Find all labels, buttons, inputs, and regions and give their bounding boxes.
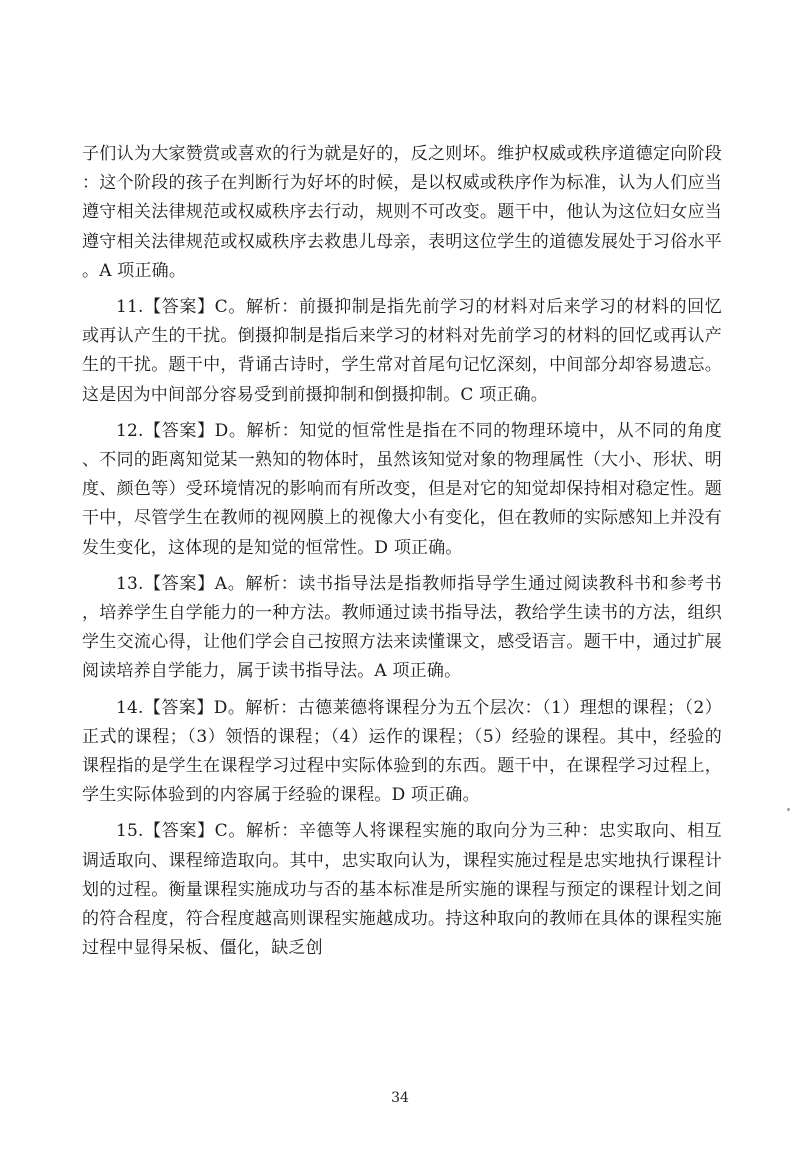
scan-speck: [787, 808, 790, 811]
answer-15: 15.【答案】C。解析：辛德等人将课程实施的取向分为三种：忠实取向、相互调适取向、课程缔造取向。其中，忠实取向认为，课程实施过程是忠实地执行课程计划的过程。衡量课程实施成功与否的基本标准是所实施的课程与预定的课程计划之间的符合程度，符合程度越高则课程实施越成功。持这种取向的教师在具体的课程实施过程中显得呆板、僵化，缺乏创: [82, 821, 722, 959]
answer-12: 12.【答案】D。解析：知觉的恒常性是指在不同的物理环境中，从不同的角度、不同的距离知觉某一熟知的物体时，虽然该知觉对象的物理属性（大小、形状、明度、颜色等）受环境情况的影响而有所改变，但是对它的知觉却保持相对稳定性。题干中，尽管学生在教师的视网膜上的视像大小有变化，但在教师的实际感知上并没有发生变化，这体现的是知觉的恒常性。D 项正确。: [82, 420, 722, 558]
answer-14: 14.【答案】D。解析：古德莱德将课程分为五个层次：（1）理想的课程；（2）正式的课程；（3）领悟的课程；（4）运作的课程；（5）经验的课程。其中，经验的课程指的是学生在课程学习过程中实际体验到的东西。题干中，在课程学习过程上，学生实际体验到的内容属于经验的课程。D 项正确。: [82, 697, 722, 806]
paragraph-continuation: 子们认为大家赞赏或喜欢的行为就是好的，反之则坏。维护权威或秩序道德定向阶段：这个阶段的孩子在判断行为好坏的时候，是以权威或秩序作为标准，认为人们应当遵守相关法律规范或权威秩序去行动，规则不可改变。题干中，他认为这位妇女应当遵守相关法律规范或权威秩序去救患儿母亲，表明这位学生的道德发展处于习俗水平。A 项正确。: [82, 144, 722, 281]
answer-11: 11.【答案】C。解析：前摄抑制是指先前学习的材料对后来学习的材料的回忆或再认产生的干扰。倒摄抑制是指后来学习的材料对先前学习的材料的回忆或再认产生的干扰。题干中，背诵古诗时，学生常对首尾句记忆深刻，中间部分却容易遗忘。这是因为中间部分容易受到前摄抑制和倒摄抑制。C 项正确。: [82, 297, 722, 405]
page-number: 34: [391, 1090, 409, 1106]
answer-explanations: [82, 140, 722, 963]
answer-13: 13.【答案】A。解析：读书指导法是指教师指导学生通过阅读教科书和参考书，培养学生自学能力的一种方法。教师通过读书指导法，教给学生读书的方法，组织学生交流心得，让他们学会自己按照方法来读懂课文，感受语言。题干中，通过扩展阅读培养自学能力，属于读书指导法。A 项正确。: [82, 573, 722, 682]
